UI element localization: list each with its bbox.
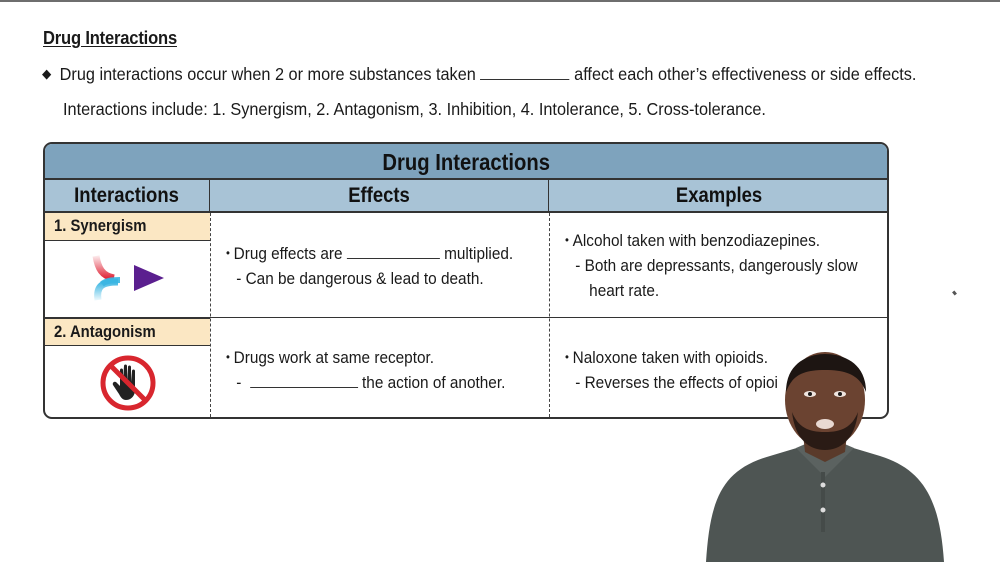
column-divider: [210, 213, 211, 417]
synergism-examples: • Alcohol taken with benzodiazepines. - Both are depressants, dangerously slow heart rate.: [565, 228, 880, 304]
header-examples: Examples: [549, 180, 889, 213]
intro-text-before: Drug interactions occur when 2 or more substances taken: [59, 64, 476, 84]
header-interactions: Interactions: [45, 180, 210, 213]
fill-in-blank: [347, 244, 440, 259]
header-effects: Effects: [210, 180, 549, 213]
fill-in-blank: [250, 373, 358, 388]
page-title: Drug Interactions: [43, 28, 177, 48]
column-divider: [549, 213, 550, 417]
row-label-synergism: 1. Synergism: [45, 213, 210, 241]
stop-hand-icon: [99, 354, 157, 412]
merging-arrow-icon: [88, 254, 168, 304]
intro-text-after: affect each other’s effectiveness or side effects.: [574, 64, 917, 84]
presenter-video: [700, 352, 950, 562]
antagonism-effects: • Drugs work at same receptor. - the action of another.: [226, 345, 526, 396]
intro-bullet: [42, 64, 916, 85]
synergism-effects: • Drug effects are multiplied. - Can be dangerous & lead to death.: [226, 241, 535, 292]
antagonism-icon-cell: [45, 346, 210, 419]
table-title: Drug Interactions: [45, 144, 887, 180]
antagonism-examples: • Naloxone taken with opioids. - Reverses the effects of opioi: [565, 345, 870, 396]
mouse-cursor: [952, 291, 957, 296]
synergism-icon-cell: [45, 241, 210, 317]
diamond-bullet-icon: ◆: [42, 66, 52, 81]
interactions-list: Interactions include: 1. Synergism, 2. Antagonism, 3. Inhibition, 4. Intolerance, 5. Cross-tolerance.: [63, 99, 766, 119]
row-label-antagonism: 2. Antagonism: [45, 318, 210, 346]
fill-in-blank: [480, 65, 569, 80]
top-border: [0, 0, 1000, 2]
